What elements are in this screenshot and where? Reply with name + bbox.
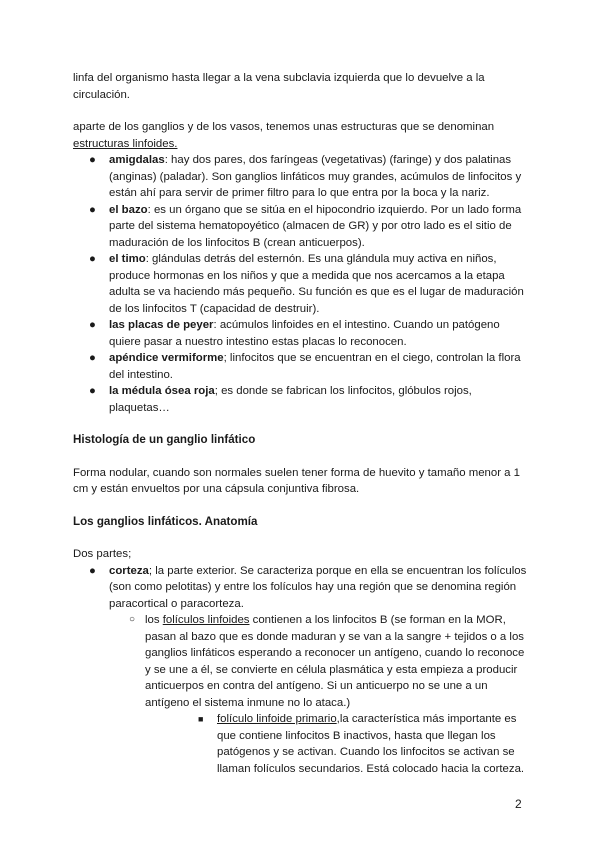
list-item-timo — [73, 251, 533, 317]
structures-list — [73, 152, 533, 416]
term: corteza — [109, 564, 149, 577]
circle-bullet-icon: ○ — [129, 614, 136, 625]
bullet-icon: ● — [89, 319, 96, 331]
square-bullet-icon: ■ — [198, 714, 204, 724]
bullet-icon: ● — [89, 564, 96, 577]
list-item-primario — [109, 711, 533, 777]
term: el bazo — [109, 203, 148, 216]
bullet-icon: ● — [89, 352, 96, 364]
description: : hay dos pares, dos faríngeas (vegetativas) (faringe) y dos palatinas (anginas) (paladar). Son ganglios linfáticos muy grandes, acúmulos de linfocitos y están ahí para servir de primer filtro para lo que entra por la boca y la nariz. — [109, 154, 522, 199]
structures-link: estructuras linfoides. — [73, 137, 178, 150]
heading-histologia: Histología de un ganglio linfático — [73, 433, 256, 446]
paragraph-dos-partes: Dos partes; — [73, 548, 132, 560]
term: las placas de peyer — [109, 319, 214, 331]
structures-intro-text: aparte de los ganglios y de los vasos, tenemos unas estructuras que se denominan — [73, 121, 495, 133]
list-item-placas-peyer — [73, 317, 533, 350]
corteza-sublist — [73, 612, 533, 777]
term: apéndice vermiforme — [109, 352, 224, 364]
bullet-icon: ● — [89, 253, 96, 265]
description: : acúmulos linfoides en el intestino. Cuando un patógeno quiere pasar a nuestro intestino estas placas lo reconocen. — [109, 319, 500, 348]
description: ; linfocitos que se encuentran en el ciego, controlan la flora del intestino. — [109, 352, 521, 381]
foliculos-sublist — [109, 711, 533, 777]
foliculos-prefix: los — [145, 614, 163, 626]
heading-anatomia: Los ganglios linfáticos. Anatomía — [73, 514, 258, 528]
bullet-icon: ● — [89, 154, 96, 166]
description: ; es donde se fabrican los linfocitos, glóbulos rojos, plaquetas… — [109, 385, 472, 414]
paragraph-histologia: Forma nodular, cuando son normales suelen tener forma de huevito y tamaño menor a 1 cm y están envueltos por una cápsula conjuntiva fibrosa. — [73, 466, 521, 495]
anatomy-list — [73, 563, 533, 778]
description: : es un órgano que se sitúa en el hipocondrio izquierdo. Por un lado forma parte del sistema hematopoyético (almacen de GR) y por otro lado es el sitio de maduración de los linfocitos B (crean anticuerpos). — [109, 203, 522, 249]
description: : glándulas detrás del esternón. Es una glándula muy activa en niños, produce hormonas en los niños y que a medida que nos acercamos a la etapa adulta se va haciendo más pequeño. Su función es que es el lugar de maduración de los linfocitos T (capacidad de destruir). — [109, 253, 524, 315]
list-item-amigdalas — [73, 152, 533, 202]
description: contienen a los linfocitos B (se forman en la MOR, pasan al bazo que es donde maduran y se van a la sangre + tejidos o a los ganglios linfáticos esperando a reconocer un antígeno, cuando lo reconoce y se une a él, se convierte en célula plasmática y esta empieza a producir anticuerpos en contra del antígeno. Si un anticuerpo no se une a un antígeno el sistema inmune no lo ataca.) — [145, 614, 525, 709]
list-item-apendice — [73, 350, 533, 383]
paragraph-intro: linfa del organismo hasta llegar a la vena subclavia izquierda que lo devuelve a la circulación. — [73, 72, 485, 101]
term: la médula ósea roja — [109, 385, 215, 397]
description: ; la parte exterior. Se caracteriza porque en ella se encuentran los folículos (son como pelotitas) y entre los folículos hay una región que se denomina región paracortical o paracorteza. — [109, 564, 527, 610]
term: amigdalas — [109, 154, 165, 166]
description: ,la característica más importante es que contiene linfocitos B inactivos, hasta que llegan los patógenos y se activan. Cuando los linfocitos se activan se llaman folículos secundarios. Está colocado hacia la corteza. — [217, 713, 525, 775]
bullet-icon: ● — [89, 203, 96, 216]
bullet-icon: ● — [89, 385, 96, 397]
primario-link: folículo linfoide primario — [217, 713, 337, 725]
paragraph-structures-intro — [73, 119, 533, 152]
page-number: 2 — [515, 797, 522, 811]
page-content — [73, 70, 533, 777]
list-item-bazo — [73, 202, 533, 252]
list-item-medula — [73, 383, 533, 416]
foliculos-link: folículos linfoides — [162, 614, 250, 626]
list-item-foliculos — [73, 612, 533, 777]
term: el timo — [109, 253, 146, 265]
list-item-corteza — [73, 563, 533, 778]
